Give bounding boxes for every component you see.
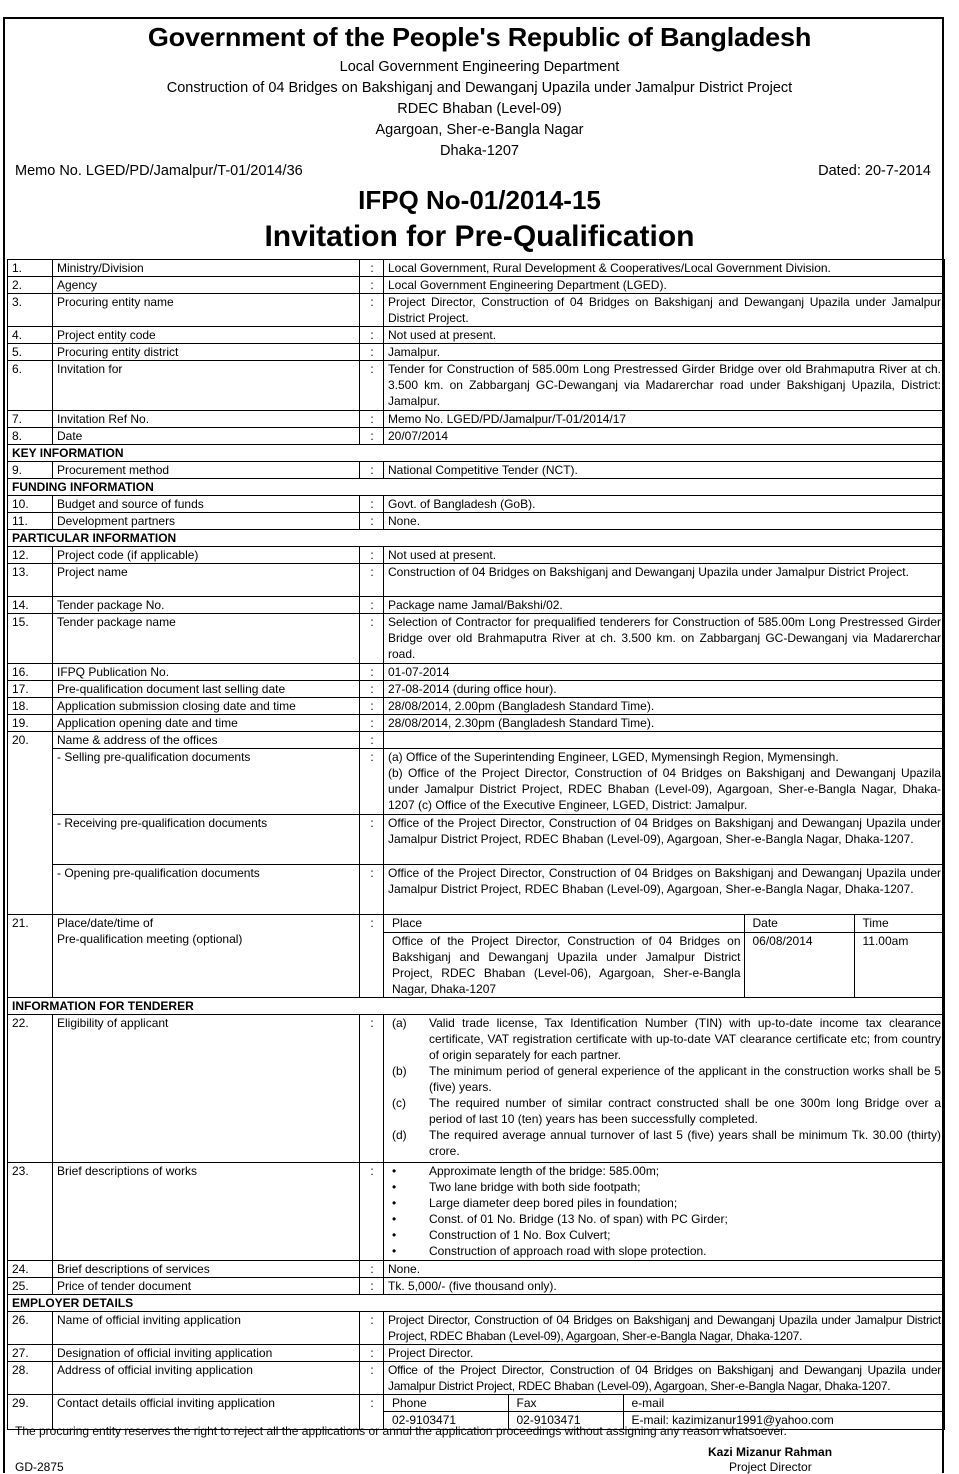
eligibility-item [384,1095,944,1127]
works-item [384,1227,944,1243]
table-row [8,1260,945,1277]
row-label: Agency [53,277,360,294]
government-title: Government of the People's Republic of Bangladesh [147,22,812,52]
selling-office-bc: (b) Office of the Project Director, Construction of 04 Bridges on Bakshiganj and Dewanganj Upazila under Jamalpur District Project, RDEC Bhaban (Level-09), Agargoan, Sher-e-Bangla Nagar, Dhaka-1207 (c) Office of the Executive Engineer, LGED, District: Jamalpur. [388,766,941,812]
item-text: The required average annual turnover of last 5 (five) years shall be minimum Tk. 30.00 (thirty) crore. [429,1127,941,1158]
row-number: 11. [8,513,53,530]
colon: : [360,277,384,294]
row-number: 14. [8,597,53,614]
colon: : [360,1311,384,1344]
row-label: Application submission closing date and time [53,698,360,715]
disclaimer-text: The procuring entity reserves the right to reject all the applications or annul the application proceedings without assigning any reason whatsoever. [15,1424,787,1438]
row-number: 25. [8,1277,53,1294]
item-marker: (a) [392,1015,407,1030]
row-value: Office of the Project Director, Construction of 04 Bridges on Bakshiganj and Dewanganj Upazila under Jamalpur District Project, RDEC Bhaban (Level-09), Agargoan, Sher-e-Bangla Nagar, Dhaka-1207. [384,865,945,915]
row-value: Construction of 04 Bridges on Bakshiganj and Dewanganj Upazila under Jamalpur District Project. [384,564,945,597]
colon: : [360,564,384,597]
row-label: Contact details official inviting application [53,1394,360,1429]
colon: : [360,614,384,664]
row-value: Package name Jamal/Bakshi/02. [384,597,945,614]
row-label: Procuring entity name [53,294,360,327]
row-value: Office of the Project Director, Construction of 04 Bridges on Bakshiganj and Dewanganj Upazila under Jamalpur District Project, RDEC Bhaban (Level-09), Agargoan, Sher-e-Bangla Nagar, Dhaka-1207. [384,1361,945,1394]
row-label: Procuring entity district [53,344,360,361]
colon: : [360,681,384,698]
eligibility-item [384,1063,944,1095]
item-text: Construction of 1 No. Box Culvert; [429,1227,611,1242]
section-heading: PARTICULAR INFORMATION [8,530,945,547]
works-item [384,1243,944,1259]
table-row [8,614,945,664]
table-row [8,681,945,698]
table-row [8,664,945,681]
colon: : [360,361,384,411]
row-value: None. [384,513,945,530]
row-number: 21. [8,915,53,998]
colon: : [360,1394,384,1429]
row-label: Procurement method [53,462,360,479]
works-item [384,1179,944,1195]
colon: : [360,597,384,614]
colon: : [360,1277,384,1294]
table-row [8,547,945,564]
fax-header: Fax [508,1395,623,1412]
selling-office-a: (a) Office of the Superintending Engineer, LGED, Mymensingh Region, Mymensingh. [388,750,839,764]
row-value: Tender for Construction of 585.00m Long Prestressed Girder Bridge over old Brahmaputra River at ch. 3.500 km. on Zabbarganj GC-Dewanganj via Madarerchar road under Bakshiganj Upazila, District: Jamalpur. [384,361,945,411]
row-value: Project Director, Construction of 04 Bridges on Bakshiganj and Dewanganj Upazila under Jamalpur District Project. [384,294,945,327]
item-text: Construction of approach road with slope protection. [429,1243,707,1258]
table-row [8,1344,945,1361]
table-row [8,597,945,614]
colon: : [360,428,384,445]
project-title: Construction of 04 Bridges on Bakshiganj and Dewanganj Upazila under Jamalpur District Project [166,80,793,96]
row-label: Date [53,428,360,445]
item-marker: (b) [392,1063,407,1078]
gd-number: GD-2875 [15,1460,64,1474]
city-name: Dhaka-1207 [440,143,519,159]
colon: : [360,915,384,998]
row-label: Name & address of the offices [53,732,360,749]
signatory-name: Kazi Mizanur Rahman [708,1445,833,1459]
row-value: Project Director, Construction of 04 Bridges on Bakshiganj and Dewanganj Upazila under Jamalpur District Project, RDEC Bhaban (Level-09), Agargoan, Sher-e-Bangla Nagar, Dhaka-1207. [384,1311,945,1344]
row-label: Project entity code [53,327,360,344]
department-name: Local Government Engineering Department [339,59,620,75]
table-row [8,496,945,513]
row-number: 18. [8,698,53,715]
table-row [8,1162,945,1260]
colon: : [360,815,384,865]
row-number: 4. [8,327,53,344]
row-number: 13. [8,564,53,597]
row-value: Selection of Contractor for prequalified tenderers for Construction of 585.00m Long Prestressed Girder Bridge over old Brahmaputra River at ch. 3.500 km. on Zabbarganj GC-Dewanganj via Madarerchar road. [384,614,945,664]
table-row [8,361,945,411]
row-label: Tender package No. [53,597,360,614]
row-number: 15. [8,614,53,664]
row-number: 22. [8,1014,53,1162]
table-row [8,1277,945,1294]
row-label: Brief descriptions of services [53,1260,360,1277]
row-number: 12. [8,547,53,564]
table-row [8,865,945,915]
row-label: Name of official inviting application [53,1311,360,1344]
item-text: The minimum period of general experience of the applicant in the construction works shall be 5 (five) years. [429,1063,941,1094]
colon: : [360,1162,384,1260]
bullet-icon: • [392,1227,397,1242]
item-text: Large diameter deep bored piles in foundation; [429,1195,678,1210]
bullet-icon: • [392,1211,397,1226]
row-value: Tk. 5,000/- (five thousand only). [384,1277,945,1294]
item-text: Valid trade license, Tax Identification Number (TIN) with up-to-date income tax clearance certificate, VAT registration certificate with up-to-date VAT clearance certificate etc; from country of origin separately for each partner. [429,1015,941,1062]
place-header: Place [384,915,744,932]
section-heading: FUNDING INFORMATION [8,479,945,496]
colon: : [360,547,384,564]
table-row [8,815,945,865]
row-label: Invitation Ref No. [53,411,360,428]
table-row [8,698,945,715]
row-label: Application opening date and time [53,715,360,732]
row-number: 10. [8,496,53,513]
table-row [8,749,945,815]
works-item [384,1163,944,1179]
colon: : [360,294,384,327]
row-value: Not used at present. [384,327,945,344]
table-row [8,1014,945,1162]
table-row [8,564,945,597]
row-label: Ministry/Division [53,260,360,277]
email-link[interactable]: E-mail: kazimizanur1991@yahoo.com [631,1413,834,1427]
section-row [8,997,945,1014]
row-label: Tender package name [53,614,360,664]
colon: : [360,411,384,428]
colon: : [360,732,384,749]
table-row [8,277,945,294]
meeting-table [384,915,944,997]
row-value: 27-08-2014 (during office hour). [384,681,945,698]
bullet-icon: • [392,1163,397,1178]
item-marker: (d) [392,1127,407,1142]
row-value: 28/08/2014, 2.00pm (Bangladesh Standard Time). [384,698,945,715]
row-number: 19. [8,715,53,732]
email-header: e-mail [623,1395,944,1412]
colon: : [360,715,384,732]
item-text: The required number of similar contract constructed shall be one 300m long Bridge over a period of last 10 (ten) years has been successfully completed. [429,1095,941,1126]
table-row [8,715,945,732]
area-name: Agargoan, Sher-e-Bangla Nagar [375,122,584,138]
row-number: 20. [8,732,53,915]
row-number: 2. [8,277,53,294]
row-number: 5. [8,344,53,361]
row-number: 28. [8,1361,53,1394]
table-row [8,1361,945,1394]
table-row [8,428,945,445]
row-number: 16. [8,664,53,681]
section-row [8,479,945,496]
table-row [8,915,945,998]
ifpq-table [7,259,945,1430]
row-number: 6. [8,361,53,411]
building-name: RDEC Bhaban (Level-09) [397,101,562,117]
section-row [8,530,945,547]
document-title: Invitation for Pre-Qualification [264,220,695,253]
item-marker: (c) [392,1095,406,1110]
row-label: Budget and source of funds [53,496,360,513]
row-label: Eligibility of applicant [53,1014,360,1162]
row-label: Designation of official inviting application [53,1344,360,1361]
signatory-designation: Project Director [729,1460,812,1474]
row-label: Invitation for [53,361,360,411]
table-row [8,294,945,327]
table-row [8,1311,945,1344]
colon: : [360,1014,384,1162]
meeting-time: 11.00am [862,933,909,948]
date-header: Date [744,915,854,932]
phone-value: 02-9103471 [384,1412,508,1429]
row-value: National Competitive Tender (NCT). [384,462,945,479]
row-value: 01-07-2014 [384,664,945,681]
bullet-icon: • [392,1179,397,1194]
table-row [8,513,945,530]
table-row [8,411,945,428]
meeting-place: Office of the Project Director, Construction of 04 Bridges on Bakshiganj and Dewanganj Upazila under Jamalpur District Project, RDEC Bhaban (Level-06), Agargoan, Sher-e-Bangla Nagar, Dhaka-1207 [384,932,744,997]
row-number: 27. [8,1344,53,1361]
phone-header: Phone [384,1395,508,1412]
row-number: 3. [8,294,53,327]
row-value: Govt. of Bangladesh (GoB). [384,496,945,513]
colon: : [360,865,384,915]
row-label: Project code (if applicable) [53,547,360,564]
row-label: Price of tender document [53,1277,360,1294]
row-label: Address of official inviting application [53,1361,360,1394]
row-number: 26. [8,1311,53,1344]
row-number: 24. [8,1260,53,1277]
row-label: - Selling pre-qualification documents [53,749,360,815]
bullet-icon: • [392,1243,397,1258]
row-number: 1. [8,260,53,277]
fax-value: 02-9103471 [508,1412,623,1429]
row-number: 8. [8,428,53,445]
row-value: Local Government, Rural Development & Cooperatives/Local Government Division. [384,260,945,277]
row-number: 17. [8,681,53,698]
row-label: Development partners [53,513,360,530]
colon: : [360,496,384,513]
eligibility-item [384,1127,944,1159]
section-row [8,1294,945,1311]
item-text: Two lane bridge with both side footpath; [429,1179,641,1194]
row-label: Pre-qualification meeting (optional) [57,932,243,946]
row-value: Memo No. LGED/PD/Jamalpur/T-01/2014/17 [384,411,945,428]
colon: : [360,513,384,530]
memo-number: Memo No. LGED/PD/Jamalpur/T-01/2014/36 [15,163,303,179]
row-value: None. [384,1260,945,1277]
table-row [8,260,945,277]
row-number: 9. [8,462,53,479]
works-item [384,1211,944,1227]
row-number: 29. [8,1394,53,1429]
ifpq-number: IFPQ No-01/2014-15 [358,185,601,215]
row-value: 20/07/2014 [384,428,945,445]
item-text: Const. of 01 No. Bridge (13 No. of span) with PC Girder; [429,1211,728,1226]
table-row [8,732,945,749]
row-value: Local Government Engineering Department (LGED). [384,277,945,294]
row-number: 23. [8,1162,53,1260]
colon: : [360,344,384,361]
colon: : [360,664,384,681]
section-row [8,445,945,462]
row-value: Project Director. [384,1344,945,1361]
table-row [8,327,945,344]
row-value: Not used at present. [384,547,945,564]
row-label: Place/date/time of [57,916,154,930]
section-heading: INFORMATION FOR TENDERER [8,997,945,1014]
eligibility-item [384,1015,944,1063]
section-heading: KEY INFORMATION [8,445,945,462]
table-row [8,344,945,361]
row-label: Pre-qualification document last selling date [53,681,360,698]
colon: : [360,327,384,344]
row-number: 7. [8,411,53,428]
colon: : [360,1361,384,1394]
colon: : [360,462,384,479]
works-item [384,1195,944,1211]
bullet-icon: • [392,1195,397,1210]
meeting-date: 06/08/2014 [744,932,854,997]
table-row [8,462,945,479]
row-label: Project name [53,564,360,597]
colon: : [360,698,384,715]
section-heading: EMPLOYER DETAILS [8,1294,945,1311]
row-label: - Opening pre-qualification documents [53,865,360,915]
row-label: Brief descriptions of works [53,1162,360,1260]
colon: : [360,260,384,277]
row-label: IFPQ Publication No. [53,664,360,681]
time-header: Time [854,915,944,932]
row-value: Office of the Project Director, Construction of 04 Bridges on Bakshiganj and Dewanganj Upazila under Jamalpur District Project, RDEC Bhaban (Level-09), Agargoan, Sher-e-Bangla Nagar, Dhaka-1207. [384,815,945,865]
row-label: - Receiving pre-qualification documents [53,815,360,865]
memo-date: Dated: 20-7-2014 [818,163,931,179]
row-value: 28/08/2014, 2.30pm (Bangladesh Standard Time). [384,715,945,732]
colon: : [360,749,384,815]
colon: : [360,1344,384,1361]
row-value: Jamalpur. [384,344,945,361]
colon: : [360,1260,384,1277]
item-text: Approximate length of the bridge: 585.00m; [429,1163,660,1178]
